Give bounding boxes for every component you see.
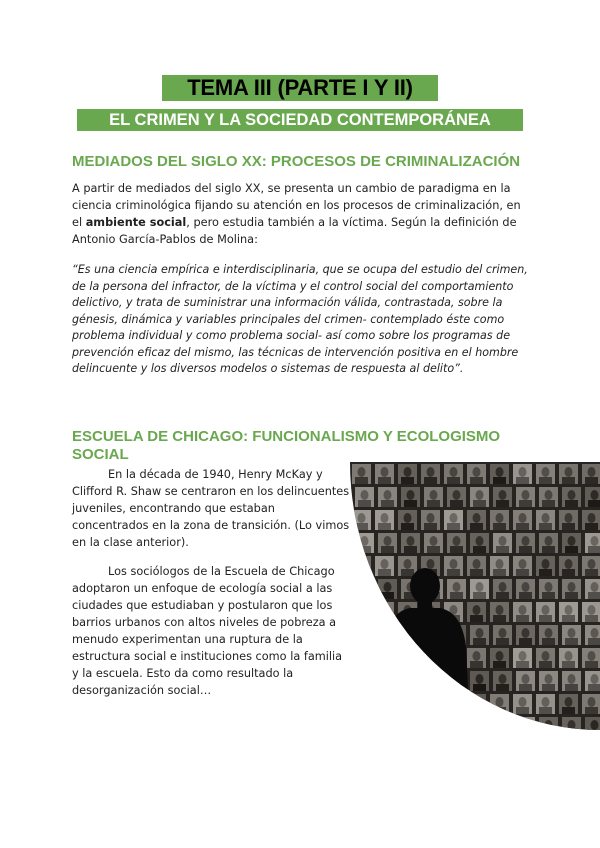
- section1-bold-term: ambiente social: [85, 216, 187, 229]
- definition-quote: “Es una ciencia empírica e interdisciplinaria, que se ocupa del estudio del crimen, de la persona del infractor, de la víctima y el control social del comportamiento delictivo, y trata de suministrar una información válida, contrastada, sobre la génesis, dinámica y variables principales del crimen- contemplado éste como problema individual y como problema social- así como sobre los programas de prevención eficaz del mismo, las técnicas de intervención positiva en el hombre delincuente y los diversos modelos o sistemas de respuesta al delito”.: [72, 263, 528, 375]
- photo-wall-silhouette-icon: [350, 462, 600, 730]
- page-subtitle: EL CRIMEN Y LA SOCIEDAD CONTEMPORÁNEA: [109, 111, 491, 129]
- section2-paragraph-1: En la década de 1940, Henry McKay y Clifford R. Shaw se centraron en los delincuentes juveniles, encontrando que estaban concentrados en la zona de transición. (Lo vimos en la clase anterior).: [72, 468, 350, 549]
- photo-wall-image: [350, 462, 600, 730]
- section1-text-b: , pero estudia también a la víctima. Según la definición de Antonio García-Pablos de Molina:: [72, 216, 517, 246]
- section1-heading: MEDIADOS DEL SIGLO XX: PROCESOS DE CRIMINALIZACIÓN: [72, 153, 521, 170]
- section1-text-a: A partir de mediados del siglo XX, se presenta un cambio de paradigma en la ciencia criminológica fijando su atención en los procesos de criminalización, en el: [72, 182, 521, 229]
- section1-paragraph: [72, 180, 534, 248]
- page-title: TEMA III (PARTE I Y II): [187, 75, 413, 100]
- section2-paragraph-2: Los sociólogos de la Escuela de Chicago adoptaron un enfoque de ecología social a las ciudades que estudiaban y postularon que los barrios urbanos con altos niveles de pobreza a menudo experimentan una ruptura de la estructura social e instituciones como la familia y la escuela. Esto da como resultado la desorganización social…: [72, 565, 343, 697]
- section2-heading-line2: SOCIAL: [72, 446, 129, 463]
- section2-heading-line1: ESCUELA DE CHICAGO: FUNCIONALISMO Y ECOLOGISMO: [72, 428, 501, 445]
